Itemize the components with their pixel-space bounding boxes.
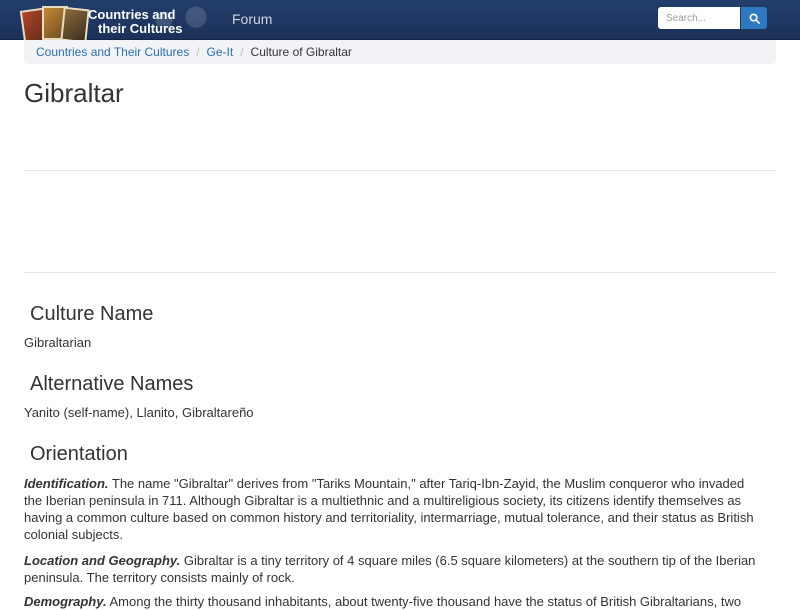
breadcrumb-current: Culture of Gibraltar — [250, 45, 352, 59]
paragraph-demography — [24, 593, 764, 610]
site-logo[interactable] — [22, 5, 88, 43]
section-heading-orientation: Orientation — [30, 443, 128, 465]
search-icon — [749, 13, 760, 24]
culture-name-text: Gibraltarian — [24, 335, 92, 350]
divider — [24, 170, 776, 171]
breadcrumb-link-countries[interactable]: Countries and Their Cultures — [36, 45, 190, 59]
breadcrumb — [24, 40, 776, 64]
location-label: Location and Geography. — [24, 553, 181, 568]
nav-forum-link[interactable]: Forum — [232, 11, 273, 27]
logo-text-line2: their Cultures — [98, 21, 183, 36]
section-heading-culture-name: Culture Name — [30, 303, 154, 325]
paragraph-identification — [24, 475, 764, 543]
breadcrumb-separator: / — [196, 45, 200, 59]
search-input[interactable] — [658, 7, 740, 29]
site-logo-text[interactable] — [88, 8, 183, 36]
demography-label: Demography. — [24, 594, 107, 609]
identification-text: The name "Gibraltar" derives from "Tariks Mountain," after Tariq-Ibn-Zayid, the Muslim conqueror who invaded the Iberian peninsula in 711. Although Gibraltar is a multiethnic and a multireligious society, its citizens identify themselves as having a common culture based on common history and territoriality, intermarriage, mutual tolerance, and their status as British colonial subjects. — [24, 476, 754, 542]
section-heading-alternative-names: Alternative Names — [30, 373, 194, 395]
demography-text: Among the thirty thousand inhabitants, about twenty-five thousand have the status of British Gibraltarians, two — [106, 594, 742, 609]
logo-image-3 — [60, 7, 89, 44]
divider — [24, 272, 776, 273]
logo-text-line1: Countries and — [88, 7, 176, 22]
location-text: Gibraltar is a tiny territory of 4 square miles (6.5 square kilometers) at the southern tip of the Iberian peninsula. The territory consists mainly of rock. — [24, 553, 756, 585]
top-navbar — [0, 0, 800, 40]
identification-label: Identification. — [24, 476, 109, 491]
page-title: Gibraltar — [24, 78, 124, 108]
alternative-names-text: Yanito (self-name), Llanito, Gibraltareño — [24, 405, 254, 420]
breadcrumb-separator: / — [240, 45, 244, 59]
breadcrumb-link-ge-it[interactable]: Ge-It — [206, 45, 234, 59]
search-button[interactable] — [741, 7, 767, 29]
paragraph-location — [24, 552, 764, 586]
